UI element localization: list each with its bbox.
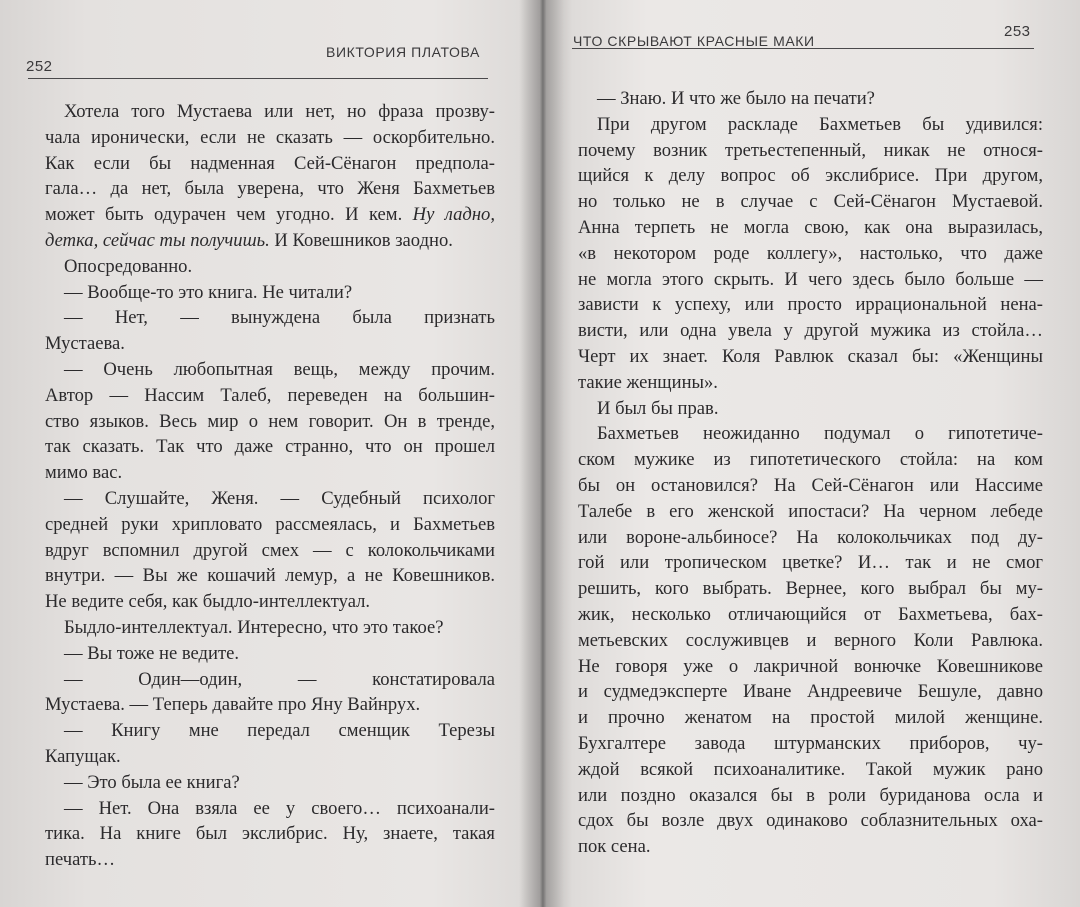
italic-phrase: Ну ладно, — [412, 204, 495, 226]
line-text: — Слушайте, Женя. — Судебный психолог — [64, 487, 495, 509]
line-text: чала иронически, если не сказать — оскорбительно. — [45, 126, 495, 148]
line-text: — Знаю. И что же было на печати? — [597, 88, 875, 109]
text-line — [578, 550, 1043, 576]
text-line — [578, 318, 1043, 344]
text-line — [578, 602, 1043, 628]
text-line — [578, 576, 1043, 602]
line-text: Бахметьев неожиданно подумал о гипотетиче- — [597, 423, 1043, 445]
line-text: — Очень любопытная вещь, между прочим. — [64, 358, 495, 380]
line-text: и прочно женатом на простой милой женщине. — [578, 707, 1043, 729]
line-text: — Вы тоже не ведите. — [64, 642, 239, 664]
text-line — [45, 434, 495, 460]
line-text: Капущак. — [45, 745, 121, 767]
text-line — [578, 396, 1043, 422]
text-line — [45, 770, 495, 796]
text-line — [45, 460, 495, 486]
line-text: ждой всякой психоаналитике. Такой мужик рано — [578, 758, 1043, 780]
line-text: щийся к делу вопрос об экслибрисе. При другом, — [578, 165, 1043, 187]
line-text: или поздно оказался бы в роли буриданова осла и — [578, 784, 1043, 806]
text-line — [45, 125, 495, 151]
text-line — [578, 370, 1043, 396]
line-text: Опосредованно. — [64, 255, 193, 277]
text-line — [45, 99, 495, 125]
text-line — [45, 744, 495, 770]
line-text: «в некотором роде коллегу», настолько, что даже — [578, 242, 1043, 264]
line-text: — Нет, — вынуждена была признать — [64, 307, 495, 329]
line-text: Анна терпеть не могла свою, как она выразилась, — [578, 216, 1043, 238]
text-line — [45, 692, 495, 718]
text-line — [578, 344, 1043, 370]
page-number: 252 — [26, 58, 53, 75]
line-text: — Это была ее книга? — [64, 771, 240, 793]
line-text: внутри. — Вы же кошачий лемур, а не Ковешников. — [45, 565, 495, 587]
line-text: мимо вас. — [45, 462, 123, 484]
right-page-body — [578, 86, 1043, 860]
line-text: но только не в случае с Сей-Сёнагон Мустаевой. — [578, 191, 1043, 213]
text-line — [45, 254, 495, 280]
line-text: висти, или одна увела у другой мужика из стойла… — [578, 320, 1043, 342]
text-line — [45, 512, 495, 538]
line-text: — Книгу мне передал сменщик Терезы — [64, 720, 495, 742]
line-text: Бухгалтере завода штурманских приборов, чу- — [578, 732, 1043, 754]
text-line — [45, 486, 495, 512]
text-line — [45, 280, 495, 306]
text-line — [578, 499, 1043, 525]
running-title-book: ЧТО СКРЫВАЮТ КРАСНЫЕ МАКИ — [573, 33, 815, 49]
text-line — [45, 176, 495, 202]
text-line — [45, 796, 495, 822]
line-text: вдруг вспомнил другой смех — с колокольчиками — [45, 539, 495, 561]
line-text: решить, кого выбрать. Вернее, кого выбрал бы му- — [578, 578, 1043, 600]
text-line — [45, 563, 495, 589]
text-line — [578, 808, 1043, 834]
line-text: такие женщины». — [578, 371, 718, 393]
header-rule — [28, 78, 488, 79]
line-text: так сказать. Так что даже странно, что он прошел — [45, 436, 495, 458]
text-line — [578, 447, 1043, 473]
text-line — [578, 138, 1043, 164]
line-text: Быдло-интеллектуал. Интересно, что это такое? — [64, 616, 444, 638]
line-text: гой или тропическом цветке? И… так и не смог — [578, 552, 1043, 574]
line-text: Мустаева. — Теперь давайте про Яну Вайнрух. — [45, 694, 421, 716]
line-text: печать… — [45, 849, 116, 871]
line-text: И Ковешников заодно. — [274, 229, 453, 251]
text-line — [45, 202, 495, 228]
left-page-body — [45, 99, 495, 873]
line-text: и судмедэксперте Иване Андреевиче Бешуле, давно — [578, 681, 1043, 703]
line-text: Автор — Нассим Талеб, переведен на большин- — [45, 384, 495, 406]
line-text: ском мужике из гипотетического стойла: на ком — [578, 449, 1043, 471]
header-rule — [572, 48, 1034, 49]
text-line — [578, 628, 1043, 654]
line-text: Хотела того Мустаева или нет, но фраза прозву- — [64, 101, 495, 122]
text-line — [45, 305, 495, 331]
text-line — [45, 847, 495, 873]
left-page — [0, 0, 530, 907]
text-line — [578, 86, 1043, 112]
right-page-header — [570, 20, 1040, 60]
line-text: не могла этого скрыть. И чего здесь было больше — — [578, 268, 1043, 290]
line-text: ство языков. Весь мир о нем говорит. Он в тренде, — [45, 410, 495, 432]
line-text: При другом раскладе Бахметьев бы удивился: — [597, 113, 1043, 135]
text-line — [578, 421, 1043, 447]
line-text: тика. На книге был экслибрис. Ну, знаете, такая — [45, 823, 495, 845]
text-line — [578, 731, 1043, 757]
line-text: — Один—один, — констатировала — [64, 668, 495, 690]
text-line — [45, 228, 495, 254]
text-line — [578, 292, 1043, 318]
left-page-header — [20, 40, 490, 80]
text-line — [45, 821, 495, 847]
text-line — [578, 112, 1043, 138]
text-line — [578, 525, 1043, 551]
text-line — [45, 667, 495, 693]
line-text: — Нет. Она взяла ее у своего… психоанали- — [64, 797, 495, 819]
line-text: Черт их знает. Коля Равлюк сказал бы: «Женщины — [578, 345, 1043, 367]
running-title-author: ВИКТОРИЯ ПЛАТОВА — [326, 44, 480, 60]
right-page — [555, 0, 1080, 907]
italic-phrase: детка, сейчас ты получишь. — [45, 229, 270, 251]
text-line — [45, 331, 495, 357]
text-line — [578, 705, 1043, 731]
line-text: пок сена. — [578, 836, 651, 858]
text-line — [45, 409, 495, 435]
text-line — [578, 189, 1043, 215]
text-line — [578, 215, 1043, 241]
text-line — [578, 654, 1043, 680]
text-line — [45, 357, 495, 383]
text-line — [578, 757, 1043, 783]
page-number: 253 — [1004, 23, 1031, 40]
line-text: Не говоря уже о лакричной вонючке Ковешникове — [578, 655, 1043, 677]
line-text: сдох бы возле двух одинаково соблазнительных оха- — [578, 810, 1043, 832]
line-text: И был бы прав. — [597, 397, 719, 419]
line-text: жик, несколько отличающийся от Бахметьева, бах- — [578, 603, 1043, 625]
line-text: зависти к успеху, или просто иррациональной нена- — [578, 294, 1043, 316]
text-line — [578, 163, 1043, 189]
line-text: гала… да нет, была уверена, что Женя Бахметьев — [45, 178, 495, 200]
line-text: может быть одурачен чем угодно. И кем. — [45, 204, 403, 226]
text-line — [45, 718, 495, 744]
text-line — [45, 538, 495, 564]
line-text: бы он остановился? На Сей-Сёнагон или Нассиме — [578, 474, 1043, 496]
text-line — [578, 267, 1043, 293]
text-line — [45, 589, 495, 615]
line-text: почему возник третьестепенный, никак не относя- — [578, 139, 1043, 161]
text-line — [45, 151, 495, 177]
line-text: Не ведите себя, как быдло-интеллектуал. — [45, 591, 371, 613]
text-line — [578, 834, 1043, 860]
text-line — [578, 473, 1043, 499]
text-line — [578, 783, 1043, 809]
text-line — [578, 679, 1043, 705]
text-line — [45, 641, 495, 667]
line-text: метьевских сослуживцев и верного Коли Равлюка. — [578, 629, 1043, 651]
text-line — [45, 615, 495, 641]
line-text: Талебе в его женской ипостаси? На черном лебеде — [578, 500, 1043, 522]
line-text: — Вообще-то это книга. Не читали? — [64, 281, 353, 303]
text-line — [578, 241, 1043, 267]
line-text: Мустаева. — [45, 333, 125, 355]
line-text: Как если бы надменная Сей-Сёнагон предпола- — [45, 152, 495, 174]
line-text: или вороне-альбиносе? На колокольчиках под ду- — [578, 526, 1043, 548]
text-line — [45, 383, 495, 409]
line-text: средней руки хрипловато рассмеялась, и Бахметьев — [45, 513, 495, 535]
